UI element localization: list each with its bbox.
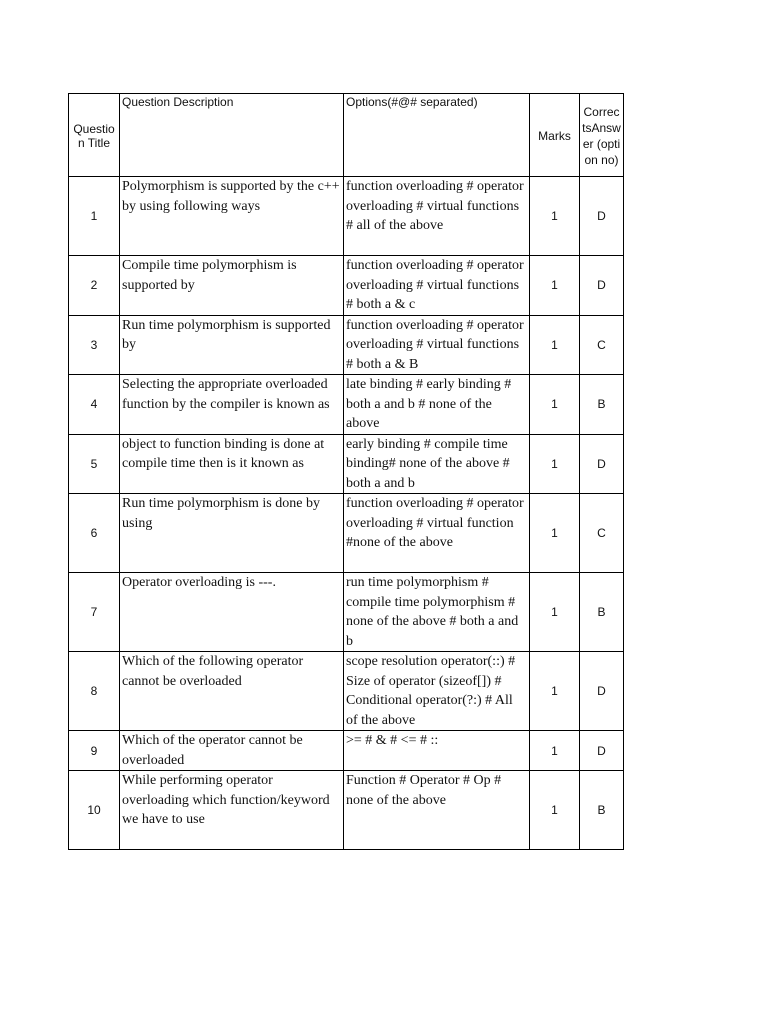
question-marks: 1 xyxy=(530,731,580,771)
header-marks: Marks xyxy=(530,94,580,177)
question-marks: 1 xyxy=(530,256,580,316)
question-number: 9 xyxy=(69,731,120,771)
table-row xyxy=(69,256,624,316)
question-number: 1 xyxy=(69,177,120,256)
question-marks: 1 xyxy=(530,375,580,435)
question-options: late binding # early binding # both a and b # none of the above xyxy=(344,375,530,435)
correct-answer: D xyxy=(580,256,624,316)
table-row xyxy=(69,573,624,652)
question-marks: 1 xyxy=(530,771,580,850)
question-description: Operator overloading is ---. xyxy=(120,573,344,652)
question-number: 7 xyxy=(69,573,120,652)
question-number: 3 xyxy=(69,315,120,375)
table-row xyxy=(69,652,624,731)
header-correct-answer: CorrectsAnswer (option no) xyxy=(580,94,624,177)
table-row xyxy=(69,177,624,256)
correct-answer: B xyxy=(580,771,624,850)
questions-table xyxy=(68,93,624,850)
question-description: Compile time polymorphism is supported by xyxy=(120,256,344,316)
correct-answer: D xyxy=(580,652,624,731)
question-number: 10 xyxy=(69,771,120,850)
question-number: 8 xyxy=(69,652,120,731)
correct-answer: B xyxy=(580,375,624,435)
question-description: Run time polymorphism is done by using xyxy=(120,494,344,573)
question-marks: 1 xyxy=(530,573,580,652)
question-number: 4 xyxy=(69,375,120,435)
question-marks: 1 xyxy=(530,494,580,573)
question-description: Which of the following operator cannot be overloaded xyxy=(120,652,344,731)
table-row xyxy=(69,731,624,771)
question-number: 2 xyxy=(69,256,120,316)
question-options: function overloading # operator overloading # virtual functions # both a & B xyxy=(344,315,530,375)
header-question-title: Question Title xyxy=(69,94,120,177)
question-description: Run time polymorphism is supported by xyxy=(120,315,344,375)
correct-answer: B xyxy=(580,573,624,652)
question-marks: 1 xyxy=(530,434,580,494)
question-marks: 1 xyxy=(530,315,580,375)
question-description: object to function binding is done at compile time then is it known as xyxy=(120,434,344,494)
correct-answer: D xyxy=(580,731,624,771)
correct-answer: C xyxy=(580,315,624,375)
correct-answer: C xyxy=(580,494,624,573)
question-options: function overloading # operator overloading # virtual function #none of the above xyxy=(344,494,530,573)
table-row xyxy=(69,494,624,573)
question-sheet xyxy=(68,93,624,850)
question-options: function overloading # operator overloading # virtual functions # all of the above xyxy=(344,177,530,256)
question-description: While performing operator overloading which function/keyword we have to use xyxy=(120,771,344,850)
correct-answer: D xyxy=(580,177,624,256)
question-options: early binding # compile time binding# none of the above # both a and b xyxy=(344,434,530,494)
question-marks: 1 xyxy=(530,177,580,256)
questions-body xyxy=(69,177,624,850)
table-row xyxy=(69,771,624,850)
table-row xyxy=(69,434,624,494)
question-options: run time polymorphism # compile time polymorphism # none of the above # both a and b xyxy=(344,573,530,652)
question-options: Function # Operator # Op # none of the above xyxy=(344,771,530,850)
question-options: scope resolution operator(::) # Size of operator (sizeof[]) # Conditional operator(?:) # All of the above xyxy=(344,652,530,731)
table-row xyxy=(69,375,624,435)
header-options: Options(#@# separated) xyxy=(344,94,530,177)
header-question-description: Question Description xyxy=(120,94,344,177)
question-description: Which of the operator cannot be overloaded xyxy=(120,731,344,771)
correct-answer: D xyxy=(580,434,624,494)
question-options: >= # & # <= # :: xyxy=(344,731,530,771)
question-marks: 1 xyxy=(530,652,580,731)
question-number: 5 xyxy=(69,434,120,494)
question-number: 6 xyxy=(69,494,120,573)
table-row xyxy=(69,315,624,375)
question-options: function overloading # operator overloading # virtual functions # both a & c xyxy=(344,256,530,316)
question-description: Polymorphism is supported by the c++ by using following ways xyxy=(120,177,344,256)
header-row xyxy=(69,94,624,177)
question-description: Selecting the appropriate overloaded function by the compiler is known as xyxy=(120,375,344,435)
